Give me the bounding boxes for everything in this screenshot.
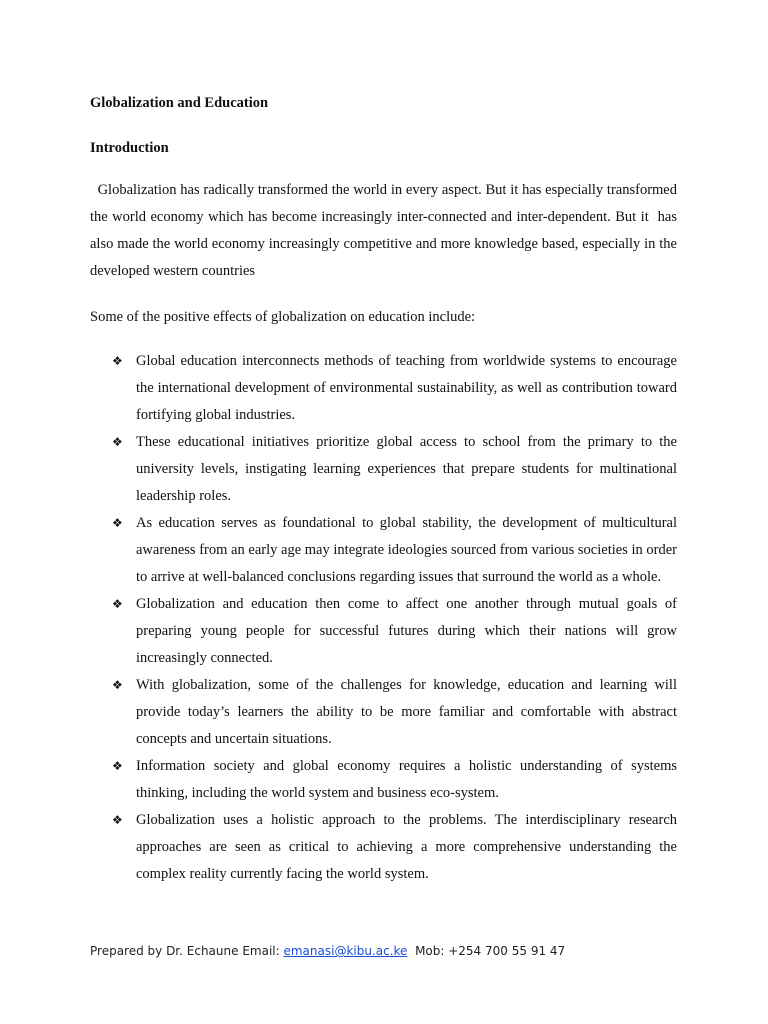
intro-paragraph: Globalization has radically transformed the world in every aspect. But it has especially transformed the world economy which has become increasingly inter-connected and inter-dependent. But it has also made the world economy increasingly competitive and more knowledge based, especially in the developed western countries xyxy=(90,182,681,279)
footer-email-link[interactable]: emanasi@kibu.ac.ke xyxy=(283,944,408,958)
footer-mobile: Mob: +254 700 55 91 47 xyxy=(407,944,566,958)
page-footer xyxy=(90,942,565,960)
diamond-bullet-icon: ❖ xyxy=(112,759,123,773)
section-heading: Introduction xyxy=(90,140,169,156)
list-item-text: Information society and global economy requires a holistic understanding of systems thinking, including the world system and business eco-system. xyxy=(136,758,677,801)
list-item xyxy=(90,591,677,672)
diamond-bullet-icon: ❖ xyxy=(112,678,123,692)
list-item-text: As education serves as foundational to global stability, the development of multicultural awareness from an early age may integrate ideologies sourced from various societies in order to arrive at well-balanced conclusions regarding issues that surround the world as a whole. xyxy=(136,515,677,585)
diamond-bullet-icon: ❖ xyxy=(112,597,123,611)
document-title: Globalization and Education xyxy=(90,95,269,111)
list-item-text: With globalization, some of the challenges for knowledge, education and learning will provide today’s learners the ability to be more familiar and comfortable with abstract concepts and uncertain situations. xyxy=(136,677,677,747)
list-item xyxy=(90,807,677,888)
list-item xyxy=(90,348,677,429)
list-item-text: Global education interconnects methods of teaching from worldwide systems to encourage the international development of environmental sustainability, as well as contribution toward fortifying global industries. xyxy=(136,353,677,423)
diamond-bullet-icon: ❖ xyxy=(112,516,123,530)
list-item-text: These educational initiatives prioritize global access to school from the primary to the university levels, instigating learning experiences that prepare students for multinational leadership roles. xyxy=(136,434,677,504)
diamond-bullet-icon: ❖ xyxy=(112,354,123,368)
list-intro: Some of the positive effects of globalization on education include: xyxy=(90,309,476,325)
list-item xyxy=(90,672,677,753)
list-item-text: Globalization and education then come to affect one another through mutual goals of preparing young people for successful futures during which their nations will grow increasingly connected. xyxy=(136,596,677,666)
diamond-bullet-icon: ❖ xyxy=(112,435,123,449)
bullet-list xyxy=(90,348,677,888)
list-item xyxy=(90,429,677,510)
list-item xyxy=(90,510,677,591)
list-item-text: Globalization uses a holistic approach to the problems. The interdisciplinary research approaches are seen as critical to achieving a more comprehensive understanding the complex reality currently facing the world system. xyxy=(136,812,677,882)
footer-prepared-by: Prepared by Dr. Echaune Email: xyxy=(90,944,284,958)
diamond-bullet-icon: ❖ xyxy=(112,813,123,827)
list-item xyxy=(90,753,677,807)
